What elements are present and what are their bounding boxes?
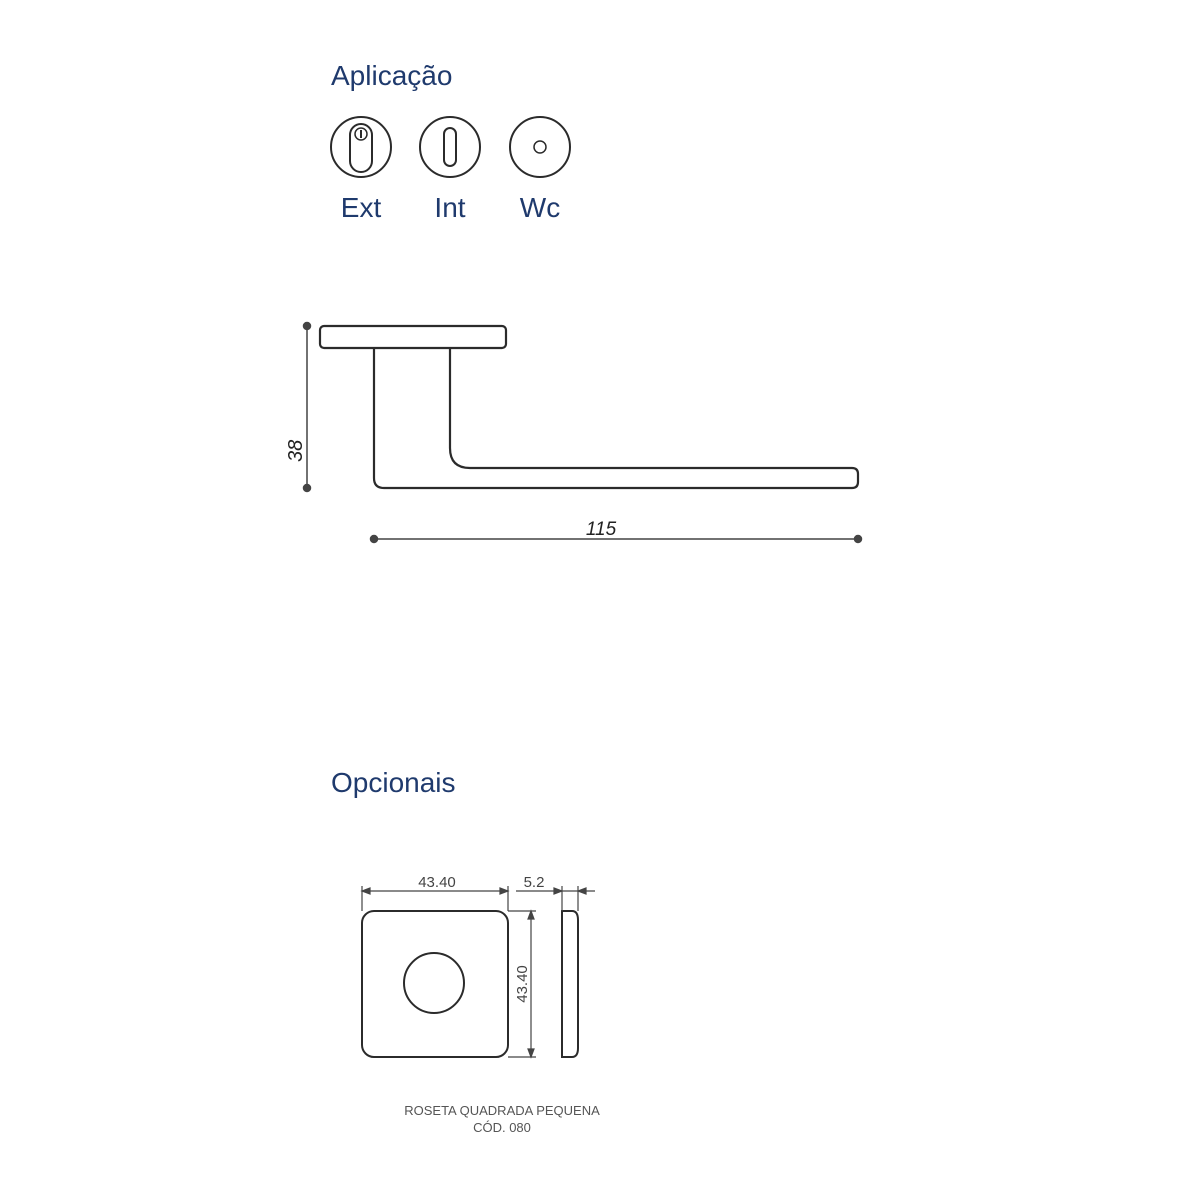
rosette-height-label: 43.40 xyxy=(514,965,531,1003)
application-label-wc: Wc xyxy=(519,192,561,223)
opcionais-heading: Opcionais xyxy=(331,767,456,798)
privacy-dot-icon xyxy=(510,117,570,177)
lever-handle-side-view xyxy=(320,326,858,488)
rosette-side-view xyxy=(562,911,578,1057)
rosette-caption-name: ROSETA QUADRADA PEQUENA xyxy=(404,1103,600,1118)
aplicacao-heading: Aplicação xyxy=(331,60,453,91)
application-label-ext: Ext xyxy=(340,192,382,223)
rosette-width-label: 43.40 xyxy=(418,874,456,891)
key-slot-icon xyxy=(420,117,480,177)
handle-lever xyxy=(374,348,858,488)
euro-cylinder-keyhole-icon xyxy=(331,117,391,177)
handle-rose xyxy=(320,326,506,348)
rosette-thickness-label: 5.2 xyxy=(523,874,545,891)
rosette-front-view xyxy=(362,911,508,1057)
height-dimension xyxy=(304,323,311,492)
rosette-caption-code: CÓD. 080 xyxy=(473,1120,531,1135)
length-dimension-label: 115 xyxy=(585,519,617,540)
height-dimension-label: 38 xyxy=(285,439,307,462)
application-label-int: Int xyxy=(434,192,466,223)
